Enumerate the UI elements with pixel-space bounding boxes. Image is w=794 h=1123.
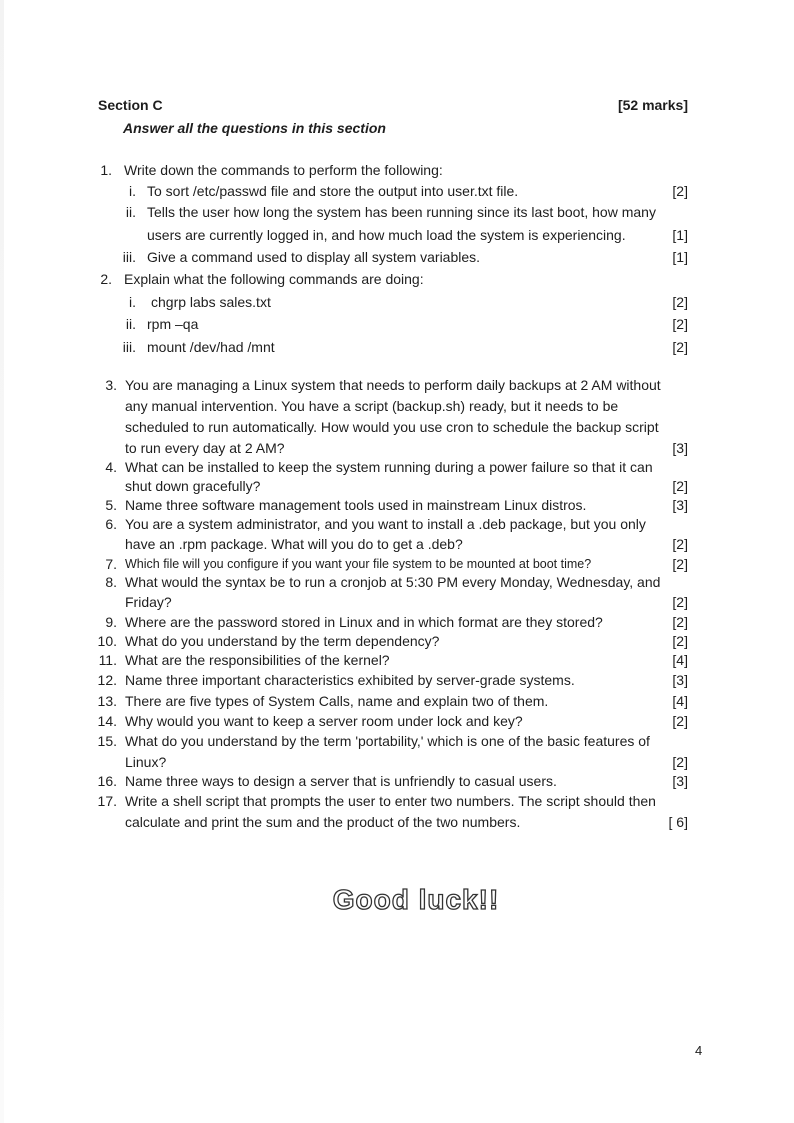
page-number: 4 [695, 1043, 703, 1058]
subitem-marks: [2] [672, 339, 688, 355]
question-number: 2. [100, 271, 112, 287]
question-text: Write down the commands to perform the following: [124, 162, 443, 178]
question-marks: [2] [672, 594, 688, 610]
question-number: 15. [97, 733, 117, 749]
question-text: Name three software management tools used in mainstream Linux distros. [125, 497, 587, 513]
subitem-marks: [1] [672, 249, 688, 265]
question-marks: [3] [672, 497, 688, 513]
question-number: 1. [100, 162, 112, 178]
question-text: Friday? [125, 594, 172, 610]
subitem-text: mount /dev/had /mnt [147, 339, 275, 355]
question-text: Where are the password stored in Linux and in which format are they stored? [125, 614, 603, 630]
subitem-marks: [2] [672, 294, 688, 310]
question-number: 16. [97, 773, 117, 789]
question-text: What do you understand by the term 'portability,' which is one of the basic features of [125, 733, 650, 749]
subitem-text: rpm –qa [147, 316, 199, 332]
question-number: 11. [98, 652, 117, 668]
question-text: shut down gracefully? [125, 478, 261, 494]
question-text: any manual intervention. You have a script (backup.sh) ready, but it needs to be [125, 398, 619, 414]
question-text: Why would you want to keep a server room under lock and key? [125, 713, 523, 729]
question-text: Which file will you configure if you want your file system to be mounted at boot time? [125, 557, 592, 571]
subitem-marks: [1] [672, 227, 688, 243]
question-number: 17. [97, 793, 117, 809]
question-number: 8. [105, 574, 117, 590]
question-number: 10. [97, 633, 117, 649]
question-marks: [2] [672, 556, 688, 572]
question-marks: [3] [672, 440, 688, 456]
question-text: You are a system administrator, and you want to install a .deb package, but you only [125, 516, 646, 532]
subitem-text: Tells the user how long the system has been running since its last boot, how many [147, 204, 656, 220]
question-text: What are the responsibilities of the kernel? [125, 652, 390, 668]
question-number: 6. [105, 516, 117, 532]
question-marks: [4] [672, 693, 688, 709]
question-number: 12. [97, 672, 117, 688]
question-marks: [2] [672, 633, 688, 649]
subitem-number: i. [129, 183, 136, 199]
question-marks: [ 6] [668, 814, 688, 830]
subitem-number: ii. [125, 316, 136, 332]
question-marks: [2] [672, 713, 688, 729]
question-text: Linux? [125, 754, 167, 770]
subitem-text: chgrp labs sales.txt [151, 294, 271, 310]
question-number: 3. [105, 377, 117, 393]
question-text: Name three ways to design a server that is unfriendly to casual users. [125, 773, 557, 789]
question-text: calculate and print the sum and the product of the two numbers. [125, 814, 521, 830]
question-number: 4. [105, 459, 117, 475]
question-text: scheduled to run automatically. How would you use cron to schedule the backup script [125, 419, 659, 435]
question-marks: [3] [672, 773, 688, 789]
subitem-number: iii. [122, 249, 136, 265]
question-text: There are five types of System Calls, name and explain two of them. [125, 693, 549, 709]
question-marks: [4] [672, 652, 688, 668]
question-text: Name three important characteristics exhibited by server-grade systems. [125, 672, 575, 688]
section-title: Section C [98, 97, 163, 113]
question-marks: [2] [672, 754, 688, 770]
question-text: You are managing a Linux system that needs to perform daily backups at 2 AM without [125, 377, 661, 393]
section-marks: [52 marks] [617, 97, 688, 113]
question-text: What can be installed to keep the system running during a power failure so that it can [125, 459, 653, 475]
scan-edge [0, 0, 4, 1123]
subitem-marks: [2] [672, 183, 688, 199]
subitem-marks: [2] [672, 316, 688, 332]
subitem-number: i. [129, 294, 136, 310]
subitem-text: users are currently logged in, and how much load the system is experiencing. [147, 227, 626, 243]
subitem-number: ii. [125, 204, 136, 220]
question-text: have an .rpm package. What will you do to get a .deb? [125, 536, 463, 552]
question-number: 14. [97, 713, 117, 729]
section-instruction: Answer all the questions in this section [123, 120, 386, 136]
question-text: Write a shell script that prompts the user to enter two numbers. The script should then [125, 793, 656, 809]
question-marks: [2] [672, 614, 688, 630]
subitem-number: iii. [122, 339, 136, 355]
question-marks: [3] [672, 672, 688, 688]
subitem-text: Give a command used to display all system variables. [147, 249, 481, 265]
good-luck-text: Good luck!! [332, 884, 500, 915]
question-text: What would the syntax be to run a cronjob at 5:30 PM every Monday, Wednesday, and [125, 574, 661, 590]
question-text: Explain what the following commands are doing: [124, 271, 424, 287]
subitem-text: To sort /etc/passwd file and store the output into user.txt file. [147, 183, 519, 199]
question-text: to run every day at 2 AM? [125, 440, 285, 456]
question-text: What do you understand by the term dependency? [125, 633, 440, 649]
question-marks: [2] [672, 536, 688, 552]
question-number: 9. [105, 614, 117, 630]
question-number: 5. [105, 497, 117, 513]
question-number: 7. [105, 556, 117, 572]
question-marks: [2] [672, 478, 688, 494]
question-number: 13. [97, 693, 117, 709]
